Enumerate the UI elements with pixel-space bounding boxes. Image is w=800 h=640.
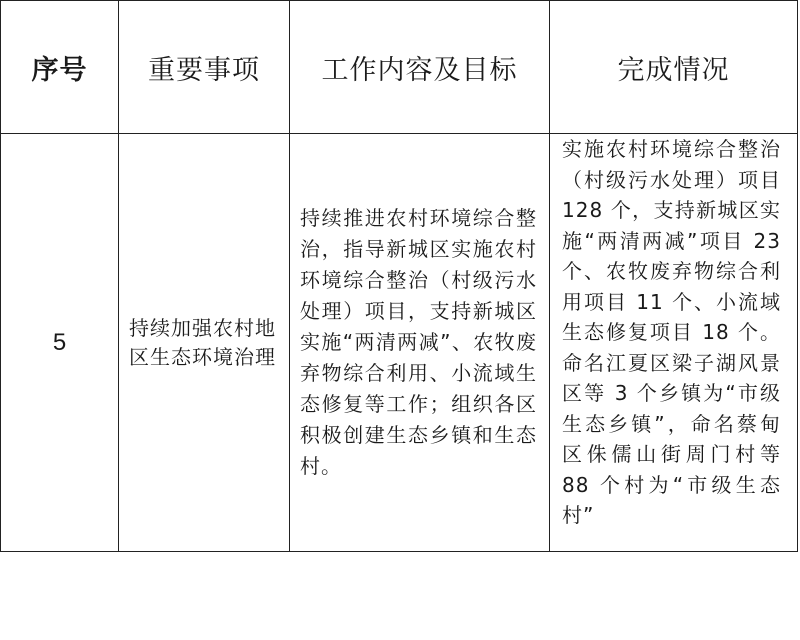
- cell-seq: 5: [1, 134, 119, 552]
- cell-content: 持续推进农村环境综合整治，指导新城区实施农村环境综合整治（村级污水处理）项目，支持新城区实施“两清两减”、农牧废弃物综合利用、小流域生态修复等工作；组织各区积极创建生态乡镇和生态村。: [290, 134, 550, 552]
- cell-result: 实施农村环境综合整治（村级污水处理）项目 128 个，支持新城区实施“两清两减”项目 23 个、农牧废弃物综合利用项目 11 个、小流域生态修复项目 18 个。命名江夏区梁子湖风景区等 3 个乡镇为“市级生态乡镇”，命名蔡甸区侏儒山街周门村等 88 个村为“市级生态村”: [550, 134, 798, 552]
- header-content: 工作内容及目标: [290, 1, 550, 134]
- table-header-row: [1, 1, 798, 134]
- header-item: 重要事项: [119, 1, 290, 134]
- table-row: [1, 134, 798, 552]
- header-seq: 序号: [1, 1, 119, 134]
- header-result: 完成情况: [550, 1, 798, 134]
- cell-item: 持续加强农村地区生态环境治理: [119, 134, 290, 552]
